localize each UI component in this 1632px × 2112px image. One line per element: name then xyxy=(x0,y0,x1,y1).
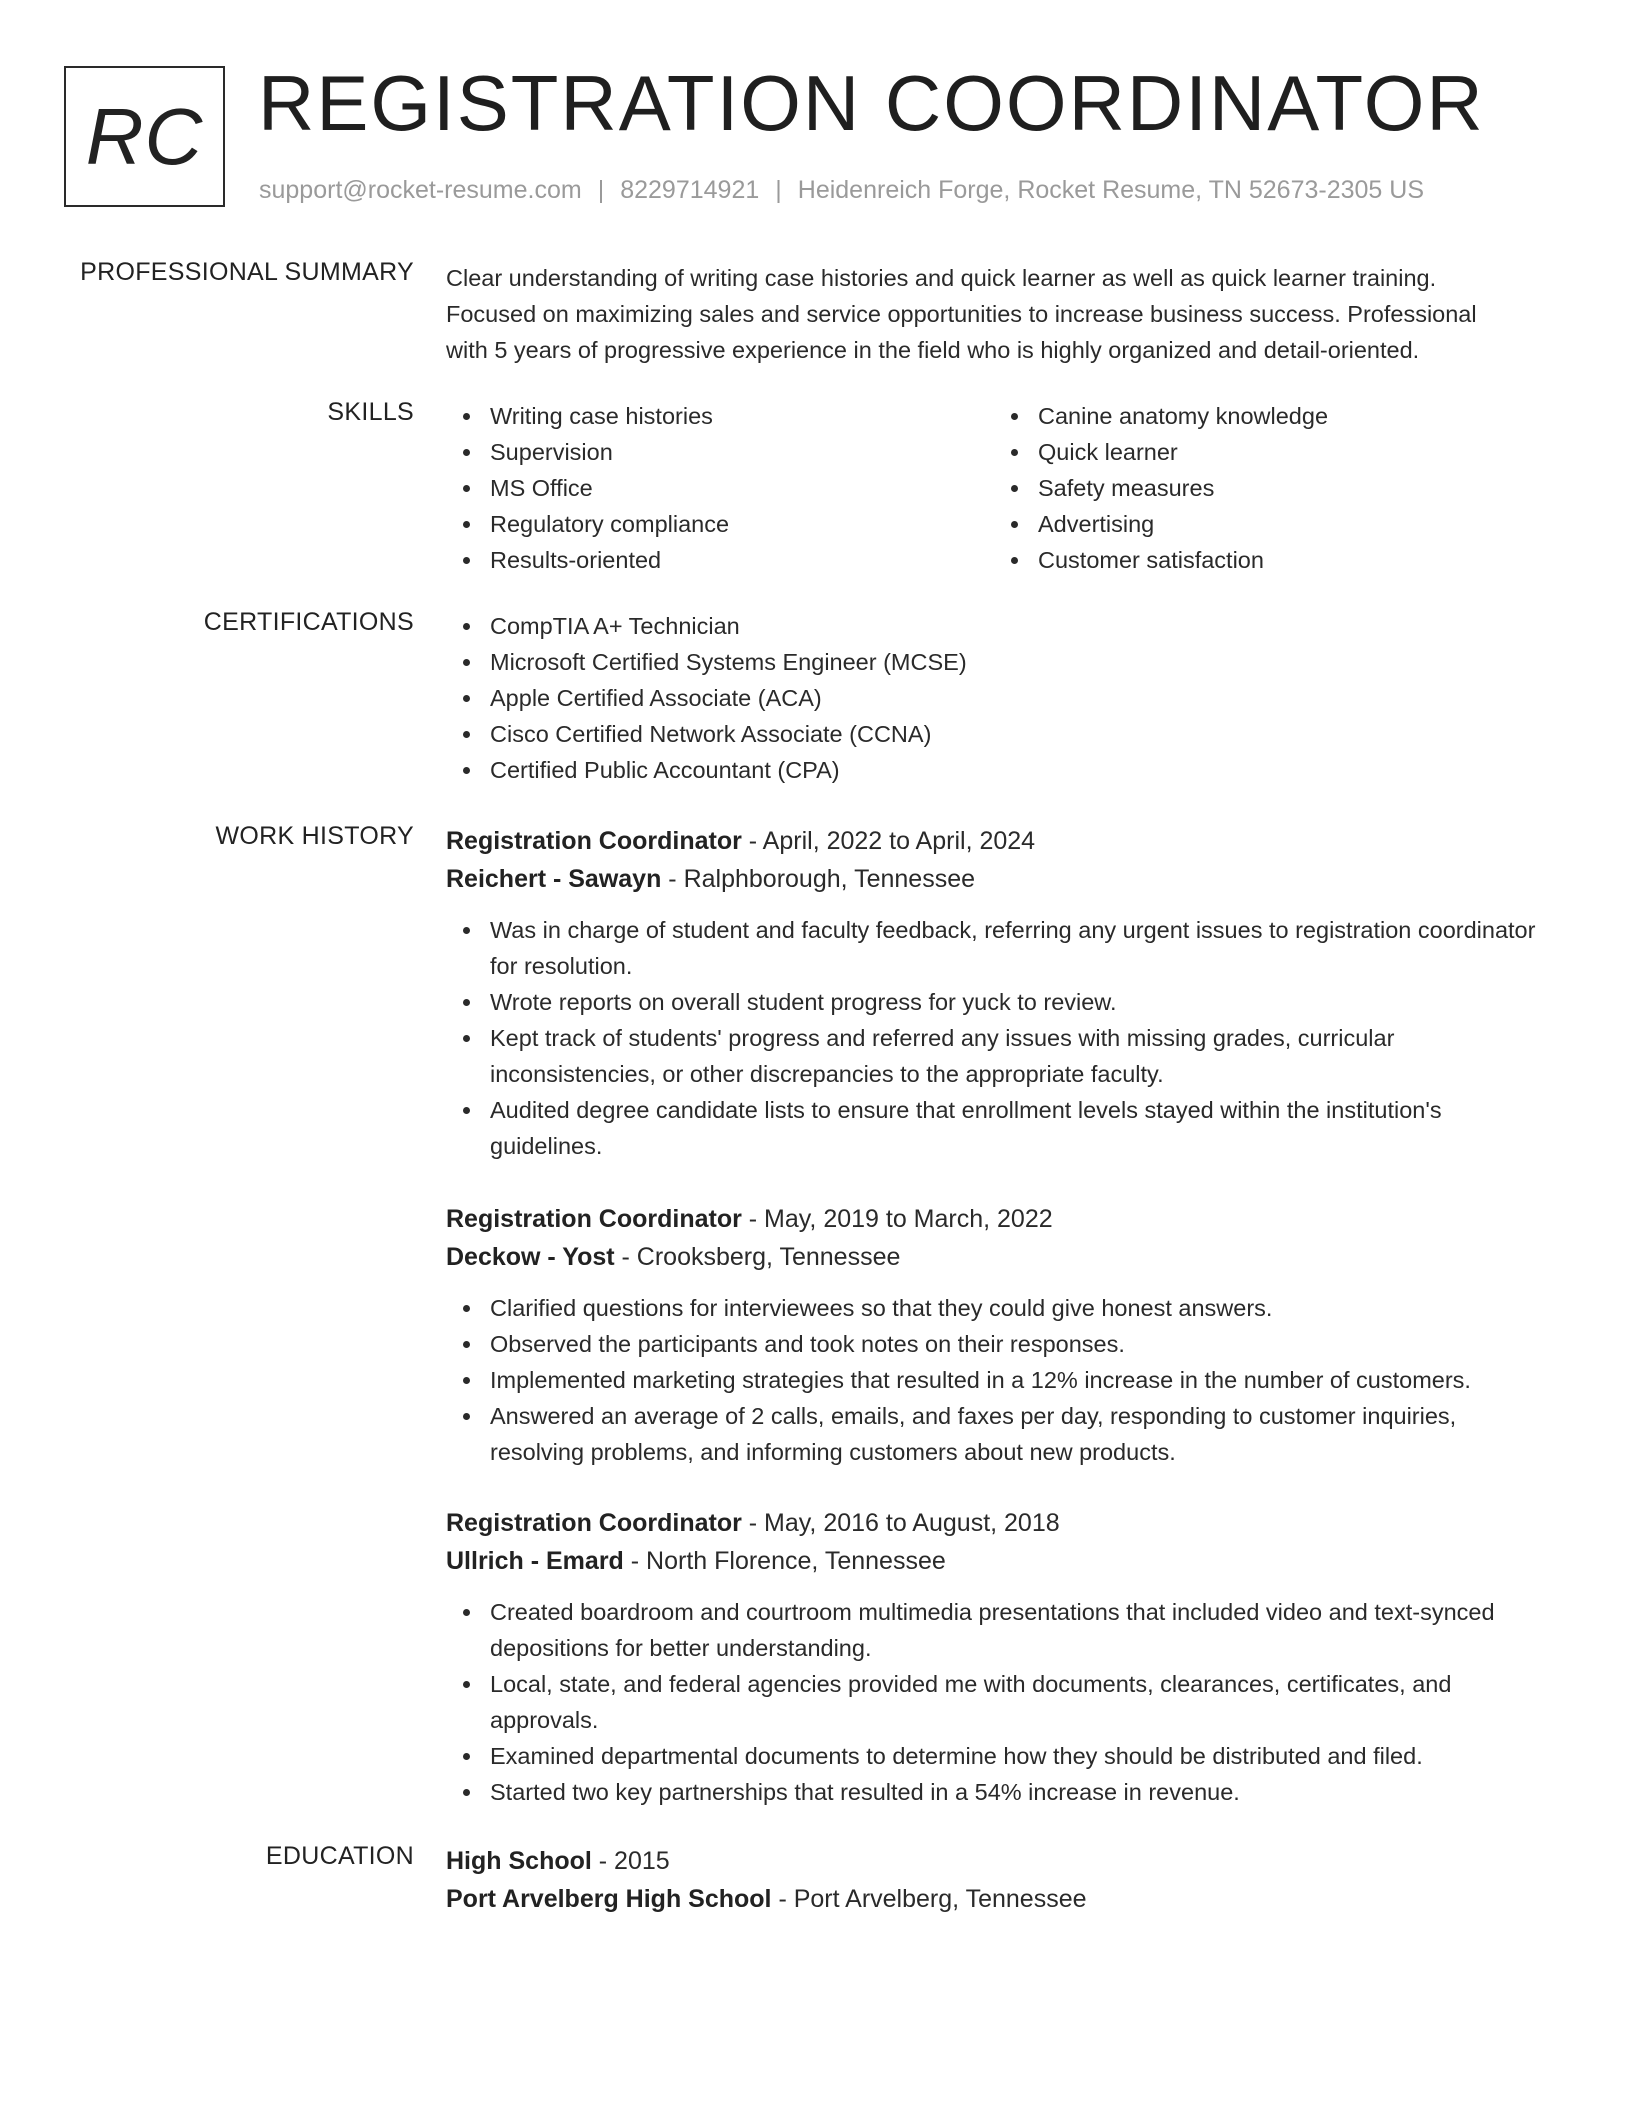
education-location: - Port Arvelberg, Tennessee xyxy=(771,1885,1087,1913)
contact-email[interactable]: support@rocket-resume.com xyxy=(259,176,582,204)
skill-item: Canine anatomy knowledge xyxy=(994,398,1542,434)
job-dates: - April, 2022 to April, 2024 xyxy=(741,827,1036,855)
job-company-line xyxy=(446,1542,1556,1580)
summary-text xyxy=(446,260,1556,368)
job-entry xyxy=(446,1504,1556,1810)
skill-item: Results-oriented xyxy=(446,542,994,578)
job-company: Deckow - Yost xyxy=(446,1243,615,1271)
summary-line: Clear understanding of writing case histories and quick learner as well as quick learner training. xyxy=(446,265,1437,291)
skills-list-right xyxy=(994,398,1542,578)
section-label-summary: PROFESSIONAL SUMMARY xyxy=(80,258,414,286)
job-dates: - May, 2016 to August, 2018 xyxy=(741,1509,1060,1537)
education-entry xyxy=(446,1842,1556,1918)
skill-item: Safety measures xyxy=(994,470,1542,506)
section-label-work-history: WORK HISTORY xyxy=(215,822,414,850)
job-location: - North Florence, Tennessee xyxy=(623,1547,946,1575)
skill-item: MS Office xyxy=(446,470,994,506)
job-title: Registration Coordinator xyxy=(446,827,742,855)
education-school-line xyxy=(446,1880,1556,1918)
skill-item: Advertising xyxy=(994,506,1542,542)
contact-phone[interactable]: 8229714921 xyxy=(620,176,760,204)
certification-item: CompTIA A+ Technician xyxy=(446,608,1556,644)
job-bullet: Local, state, and federal agencies provided me with documents, clearances, certificates, and approvals. xyxy=(446,1666,1556,1738)
certification-item: Apple Certified Associate (ACA) xyxy=(446,680,1556,716)
skill-item: Customer satisfaction xyxy=(994,542,1542,578)
job-title-line xyxy=(446,1504,1556,1542)
certification-item: Cisco Certified Network Associate (CCNA) xyxy=(446,716,1556,752)
job-bullet: Answered an average of 2 calls, emails, and faxes per day, responding to customer inquiries, resolving problems, and informing customers about new products. xyxy=(446,1398,1556,1470)
education-degree: High School xyxy=(446,1847,592,1875)
job-title: Registration Coordinator xyxy=(446,1509,742,1537)
job-bullet: Examined departmental documents to determine how they should be distributed and filed. xyxy=(446,1738,1556,1774)
certification-item: Certified Public Accountant (CPA) xyxy=(446,752,1556,788)
job-bullet: Observed the participants and took notes on their responses. xyxy=(446,1326,1556,1362)
resume-title: REGISTRATION COORDINATOR xyxy=(258,59,1485,147)
education-school: Port Arvelberg High School xyxy=(446,1885,772,1913)
summary-line: with 5 years of progressive experience in the field who is highly organized and detail-oriented. xyxy=(446,337,1420,363)
job-company: Reichert - Sawayn xyxy=(446,865,662,893)
contact-separator: | xyxy=(597,176,605,204)
skill-item: Quick learner xyxy=(994,434,1542,470)
job-entry xyxy=(446,1200,1556,1470)
section-label-education: EDUCATION xyxy=(265,1842,414,1870)
job-bullet: Was in charge of student and faculty feedback, referring any urgent issues to registration coordinator for resolution. xyxy=(446,912,1556,984)
contact-separator: | xyxy=(775,176,782,204)
skills-list-left xyxy=(446,398,994,578)
job-bullet: Audited degree candidate lists to ensure that enrollment levels stayed within the institution's guidelines. xyxy=(446,1092,1556,1164)
skill-item: Regulatory compliance xyxy=(446,506,994,542)
job-bullet: Created boardroom and courtroom multimedia presentations that included video and text-synced depositions for better understanding. xyxy=(446,1594,1556,1666)
job-bullets xyxy=(446,912,1556,1164)
education-degree-line xyxy=(446,1842,1556,1880)
certifications-list xyxy=(446,608,1556,788)
certification-item: Microsoft Certified Systems Engineer (MCSE) xyxy=(446,644,1556,680)
monogram: RC xyxy=(64,66,225,207)
job-bullets xyxy=(446,1290,1556,1470)
job-bullet: Kept track of students' progress and referred any issues with missing grades, curricular inconsistencies, or other discrepancies to the appropriate faculty. xyxy=(446,1020,1556,1092)
job-title: Registration Coordinator xyxy=(446,1205,742,1233)
job-location: - Ralphborough, Tennessee xyxy=(661,865,976,893)
section-label-certifications: CERTIFICATIONS xyxy=(203,608,414,636)
job-dates: - May, 2019 to March, 2022 xyxy=(741,1205,1053,1233)
skill-item: Supervision xyxy=(446,434,994,470)
contact-line xyxy=(259,176,1424,205)
job-bullet: Started two key partnerships that resulted in a 54% increase in revenue. xyxy=(446,1774,1556,1810)
job-company-line xyxy=(446,1238,1556,1276)
skills-grid xyxy=(446,398,1556,578)
job-company-line xyxy=(446,860,1556,898)
skill-item: Writing case histories xyxy=(446,398,994,434)
education-year: - 2015 xyxy=(591,1847,670,1875)
job-bullet: Clarified questions for interviewees so that they could give honest answers. xyxy=(446,1290,1556,1326)
section-label-skills: SKILLS xyxy=(327,398,414,426)
contact-address: Heidenreich Forge, Rocket Resume, TN 52673-2305 US xyxy=(797,176,1425,204)
job-bullet: Implemented marketing strategies that resulted in a 12% increase in the number of customers. xyxy=(446,1362,1556,1398)
summary-line: Focused on maximizing sales and service opportunities to increase business success. Professional xyxy=(446,301,1477,327)
job-title-line xyxy=(446,822,1556,860)
job-bullets xyxy=(446,1594,1556,1810)
job-entry xyxy=(446,822,1556,1164)
job-bullet: Wrote reports on overall student progress for yuck to review. xyxy=(446,984,1556,1020)
job-title-line xyxy=(446,1200,1556,1238)
job-company: Ullrich - Emard xyxy=(446,1547,624,1575)
job-location: - Crooksberg, Tennessee xyxy=(614,1243,901,1271)
